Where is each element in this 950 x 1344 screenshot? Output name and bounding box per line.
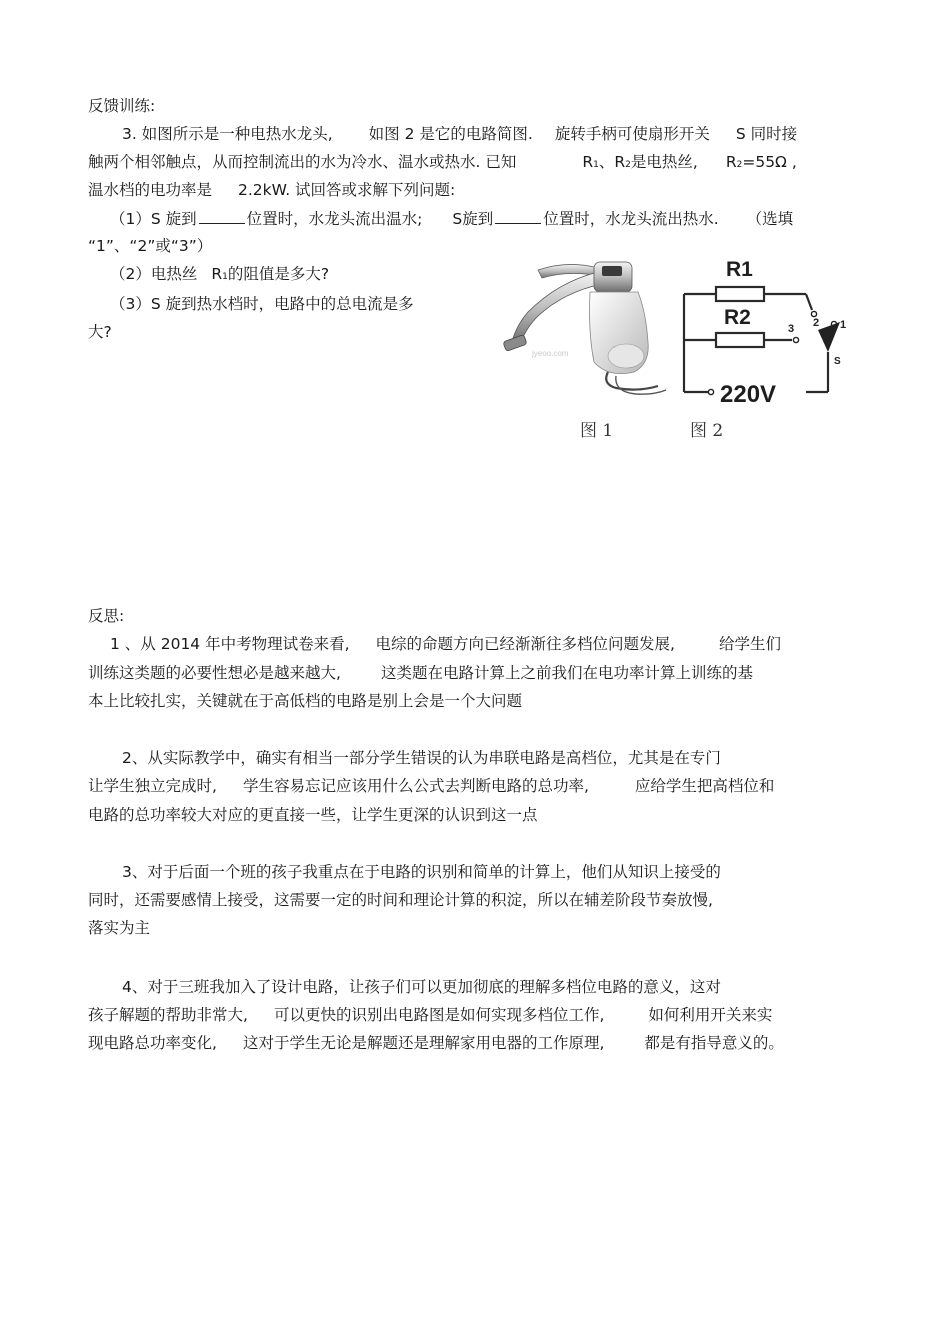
question-text: 的阻值是多大?	[227, 265, 330, 283]
circuit-diagram	[676, 252, 866, 412]
reflection-text: 学生容易忘记应该用什么公式去判断电路的总功率,	[242, 777, 589, 795]
reflection-text: 孩子解题的帮助非常大,	[88, 1006, 248, 1024]
reflection-2-line-3: 电路的总功率较大对应的更直接一些，让学生更深的认识到这一点	[88, 806, 538, 824]
contact-2-label: 2	[813, 317, 820, 329]
reflection-4-line-3	[88, 1033, 784, 1053]
question-3-cont: 大?	[88, 323, 112, 341]
problem-text: 如图 2 是它的电路简图.	[368, 125, 533, 143]
problem-line-1	[122, 124, 797, 144]
problem-text: 触两个相邻触点，从而控制流出的水为冷水、温水或热水. 已知	[88, 153, 517, 171]
resistor-r1	[716, 287, 764, 301]
reflection-1-line-1	[110, 634, 781, 654]
reflection-1-line-2	[88, 663, 753, 683]
reflection-3-line-3: 落实为主	[88, 919, 151, 937]
problem-text: 3. 如图所示是一种电热水龙头,	[122, 125, 333, 143]
subscript: 1	[593, 160, 599, 170]
voltage-label: 220V	[720, 381, 777, 408]
contact-3-label: 3	[788, 323, 795, 335]
r2-symbol: R	[725, 153, 737, 171]
problem-text: =55Ω ,	[742, 153, 797, 171]
reflection-2-line-1: 2、从实际教学中，确实有相当一部分学生错误的认为串联电路是高档位，尤其是在专门	[122, 749, 721, 767]
reflection-text: 这类题在电路计算上之前我们在电功率计算上训练的基	[380, 664, 753, 682]
svg-text:jyeoo.com: jyeoo.com	[532, 349, 569, 358]
reflection-text: 如何利用开关来实	[648, 1006, 773, 1024]
question-text: （1）S 旋到	[110, 210, 197, 228]
reflection-text: 现电路总功率变化,	[88, 1034, 217, 1052]
resistor-r2	[716, 333, 764, 347]
answer-blank[interactable]	[495, 208, 541, 224]
problem-text: 是电热丝,	[630, 153, 698, 171]
section-heading-reflection: 反思:	[88, 607, 125, 625]
answer-blank[interactable]	[199, 208, 245, 224]
problem-text: 旋转手柄可使扇形开关	[554, 125, 710, 143]
reflection-4-line-2	[88, 1005, 772, 1025]
problem-line-2	[88, 152, 797, 175]
reflection-1-line-3: 本上比较扎实，关键就在于高低档的电路是别上会是一个大问题	[88, 692, 523, 710]
subscript: 2	[625, 160, 631, 170]
r1-symbol: R	[211, 265, 223, 283]
switch-s-label: S	[834, 356, 841, 367]
question-1-options: “1”、“2”或“3”）	[88, 237, 213, 255]
reflection-text: 这对于学生无论是解题还是理解家用电器的工作原理,	[242, 1034, 605, 1052]
reflection-3-line-1: 3、对于后面一个班的孩子我重点在于电路的识别和简单的计算上，他们从知识上接受的	[122, 863, 721, 881]
contact-2-terminal	[811, 311, 816, 316]
wire	[806, 294, 812, 310]
question-text: S旋到	[452, 210, 494, 228]
reflection-text: 电综的命题方向已经渐渐往多档位问题发展,	[375, 635, 675, 653]
r1-symbol: R	[582, 153, 594, 171]
question-text: （选填	[746, 210, 794, 228]
reflection-text: 训练这类题的必要性想必是越来越大,	[88, 664, 341, 682]
reflection-text: 可以更快的识别出电路图是如何实现多档位工作,	[273, 1006, 605, 1024]
problem-text: 、R	[598, 153, 626, 171]
reflection-3-line-2: 同时，还需要感情上接受，这需要一定的时间和理论计算的积淀，所以在辅差阶段节奏放慢,	[88, 891, 713, 909]
reflection-text: 1 、从 2014 年中考物理试卷来看,	[110, 635, 350, 653]
fan-switch-s	[818, 322, 840, 352]
section-heading-feedback: 反馈训练:	[88, 97, 156, 115]
contact-1-label: 1	[840, 319, 847, 331]
reflection-text: 都是有指导意义的。	[644, 1034, 784, 1052]
subscript: 2	[736, 160, 743, 170]
question-text: 位置时，水龙头流出热水.	[543, 210, 719, 228]
question-3: （3）S 旋到热水档时，电路中的总电流是多	[110, 295, 414, 313]
r2-label: R2	[724, 306, 751, 329]
faucet-illustration	[498, 252, 670, 402]
question-2	[110, 264, 329, 287]
reflection-text: 应给学生把高档位和	[634, 777, 775, 795]
question-text: 位置时，水龙头流出温水;	[246, 210, 423, 228]
reflection-2-line-2	[88, 776, 774, 796]
supply-terminal	[708, 389, 713, 394]
reflection-text: 让学生独立完成时,	[88, 777, 217, 795]
reflection-4-line-1: 4、对于三班我加入了设计电路，让孩子们可以更加彻底的理解多档位电路的意义，这对	[122, 978, 721, 996]
r1-label: R1	[726, 258, 753, 281]
contact-3-terminal	[793, 337, 798, 342]
problem-text: 2.2kW. 试回答或求解下列问题:	[238, 181, 456, 199]
reflection-text: 给学生们	[718, 635, 781, 653]
problem-line-3	[88, 180, 455, 200]
problem-text: 温水档的电功率是	[88, 181, 213, 199]
figure-2-caption: 图 2	[690, 421, 724, 441]
subscript: 1	[222, 272, 228, 282]
question-text: （2）电热丝	[110, 265, 198, 283]
figure-1-caption: 图 1	[580, 421, 614, 441]
problem-text: S 同时接	[735, 125, 798, 143]
question-1	[110, 208, 793, 229]
